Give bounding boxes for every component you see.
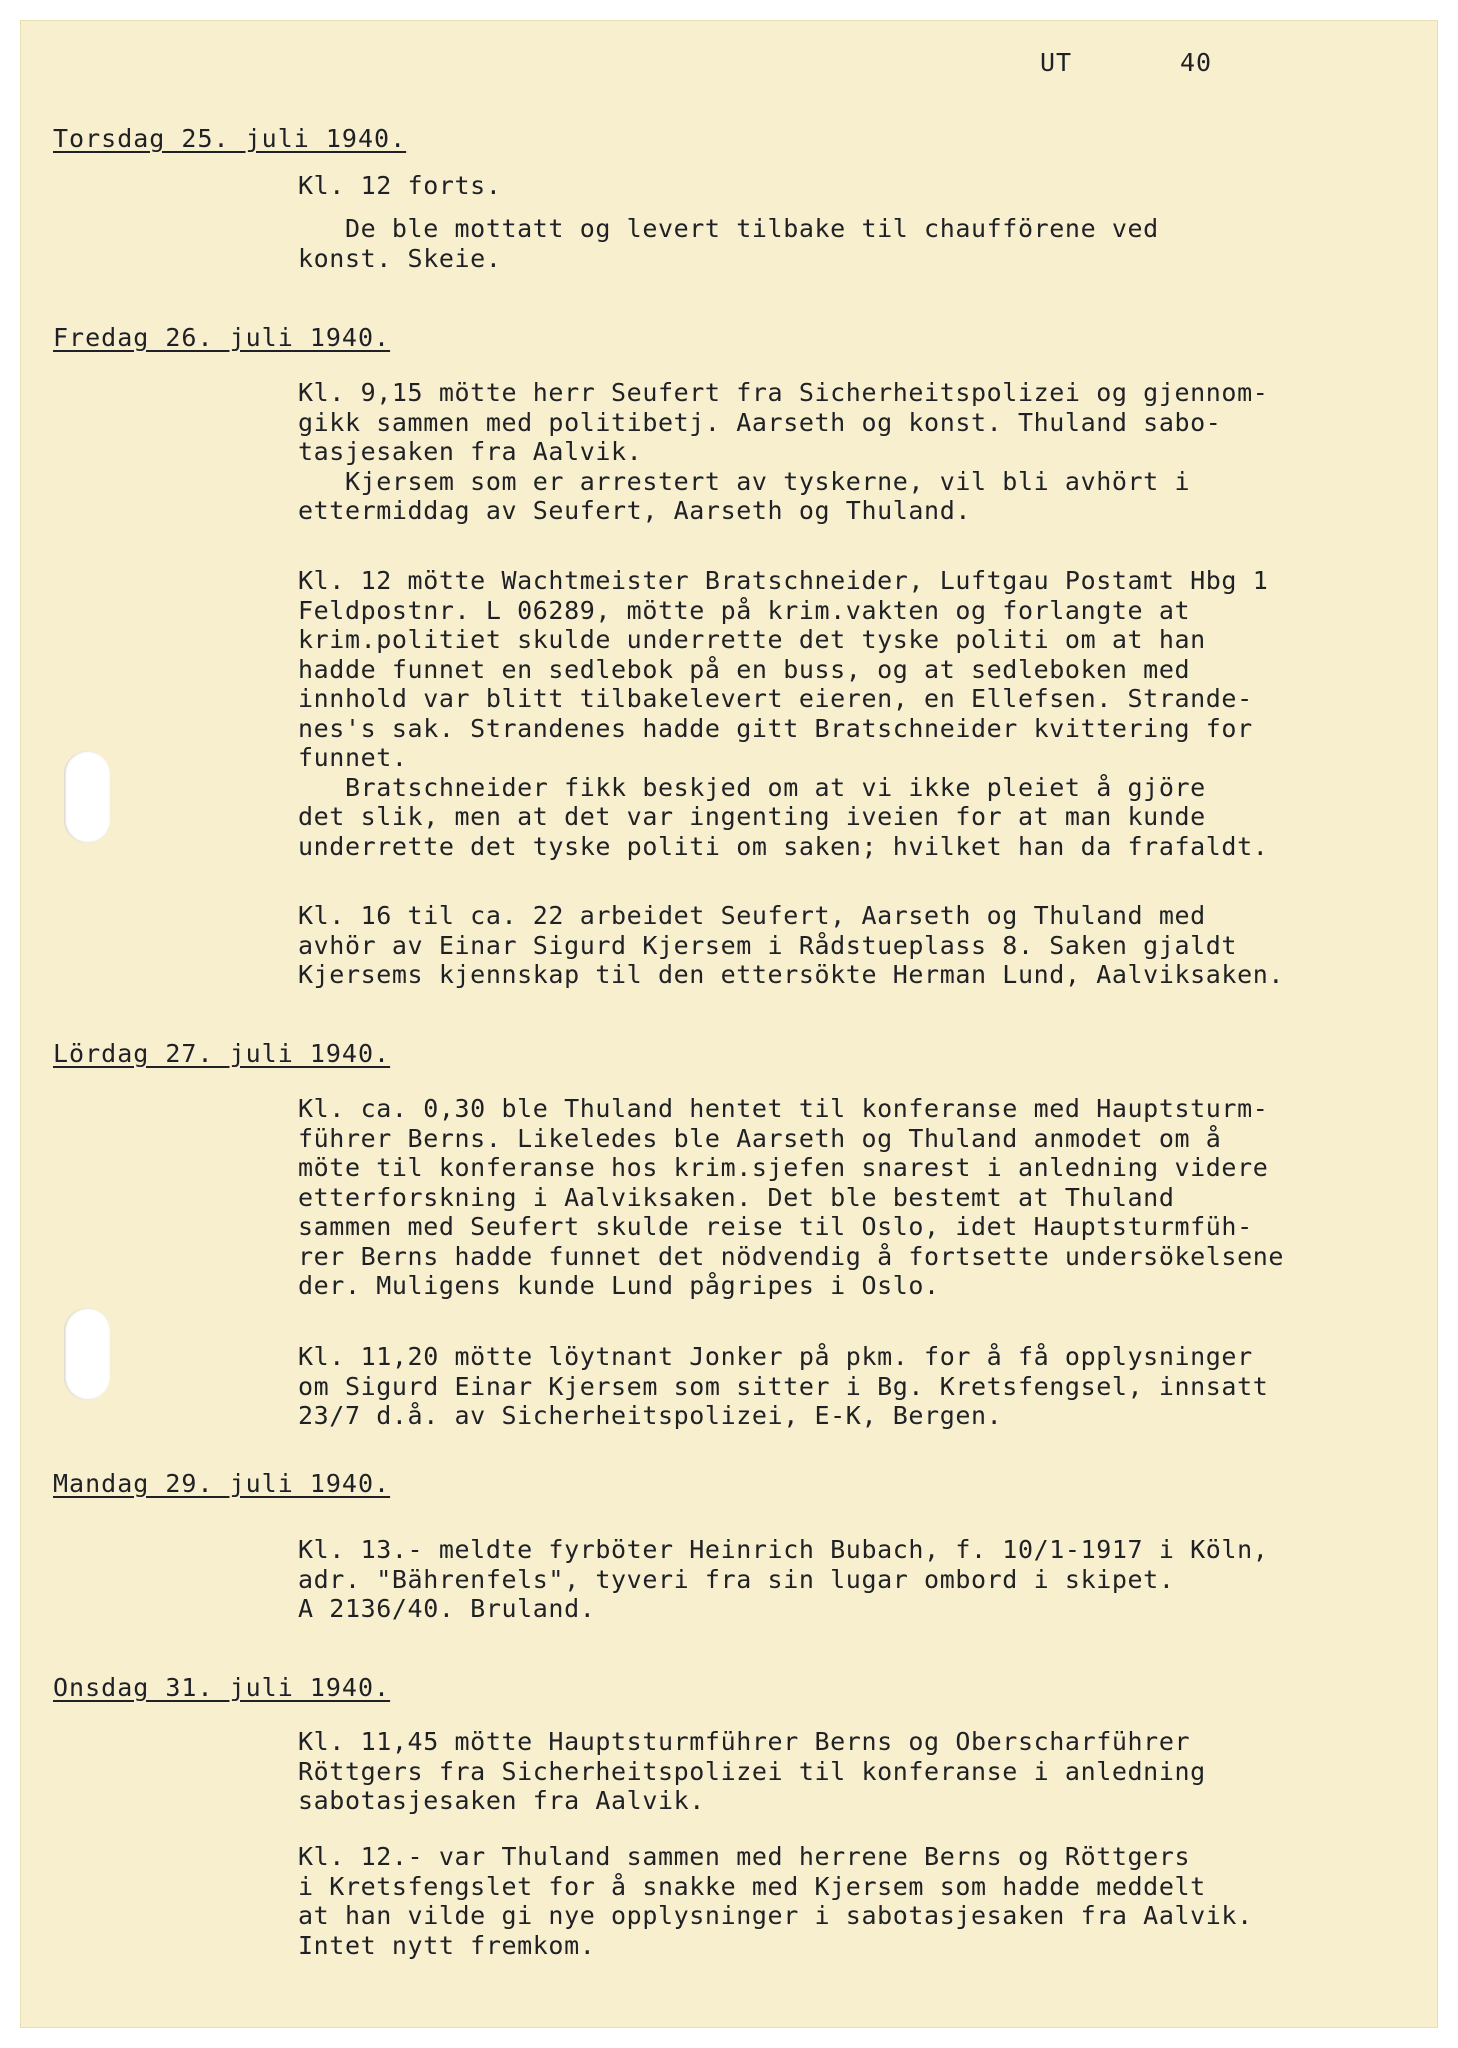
entry-paragraph: Kl. 12.- var Thuland sammen med herrene Berns og Röttgers i Kretsfengslet for å snakke med Kjersem som hadde meddelt at han vilde gi nye opplysninger i sabotasjesaken fra Aalvik. Intet nytt fremkom. bbox=[298, 1842, 1253, 1960]
entry-paragraph: Kl. 16 til ca. 22 arbeidet Seufert, Aarseth og Thuland med avhör av Einar Sigurd Kjersem i Rådstueplass 8. Saken gjaldt Kjersems kjennskap til den ettersökte Herman Lund, Aalviksaken. bbox=[298, 901, 1285, 989]
entry-paragraph: Kl. 12 forts. bbox=[298, 171, 502, 200]
entry-date: Fredag 26. juli 1940. bbox=[53, 323, 391, 352]
page-header bbox=[1040, 48, 1212, 77]
entry-paragraph: Kl. 13.- meldte fyrböter Heinrich Bubach, f. 10/1-1917 i Köln, adr. "Bährenfels", tyveri fra sin lugar ombord i skipet. A 2136/40. Bruland. bbox=[298, 1535, 1269, 1623]
entry-paragraph: Kl. 9,15 mötte herr Seufert fra Sicherheitspolizei og gjennom- gikk sammen med politibetj. Aarseth og konst. Thuland sabo- tasjesaken fra Aalvik. Kjersem som er arrestert av tyskerne, vil bli avhört i ettermiddag av Seufert, Aarseth og Thuland. bbox=[298, 378, 1269, 525]
punch-hole bbox=[64, 1308, 110, 1400]
section-mark: UT bbox=[1040, 48, 1073, 77]
entry-date: Mandag 29. juli 1940. bbox=[53, 1469, 391, 1498]
entry-date: Lördag 27. juli 1940. bbox=[53, 1039, 391, 1068]
entry-date: Torsdag 25. juli 1940. bbox=[53, 124, 407, 153]
entry-paragraph: Kl. 11,45 mötte Hauptsturmführer Berns og Oberscharführer Röttgers fra Sicherheitspolizei til konferanse i anledning sabotasjesaken fra Aalvik. bbox=[298, 1727, 1206, 1815]
entry-paragraph: Kl. 11,20 mötte löytnant Jonker på pkm. for å få opplysninger om Sigurd Einar Kjersem som sitter i Bg. Kretsfengsel, innsatt 23/7 d.å. av Sicherheitspolizei, E-K, Bergen. bbox=[298, 1342, 1269, 1430]
entry-paragraph: De ble mottatt og levert tilbake til chaufförene ved konst. Skeie. bbox=[298, 214, 1159, 273]
page-number: 40 bbox=[1180, 48, 1213, 77]
entry-date: Onsdag 31. juli 1940. bbox=[53, 1673, 391, 1702]
entry-paragraph: Kl. ca. 0,30 ble Thuland hentet til konferanse med Hauptsturm- führer Berns. Likeledes ble Aarseth og Thuland anmodet om å möte til konferanse hos krim.sjefen snarest i anledning videre etterforskning i Aalviksaken. Det ble bestemt at Thuland sammen med Seufert skulde reise til Oslo, idet Hauptsturmfüh- rer Berns hadde funnet det nödvendig å fortsette undersökelsene der. Muligens kunde Lund pågripes i Oslo. bbox=[298, 1094, 1285, 1300]
punch-hole bbox=[64, 751, 110, 843]
entry-paragraph: Kl. 12 mötte Wachtmeister Bratschneider, Luftgau Postamt Hbg 1 Feldpostnr. L 06289, mötte på krim.vakten og forlangte at krim.politiet skulde underrette det tyske politi om at han hadde funnet en sedlebok på en buss, og at sedleboken med innhold var blitt tilbakelevert eieren, en Ellefsen. Strande- nes's sak. Strandenes hadde gitt Bratschneider kvittering for funnet. Bratschneider fikk beskjed om at vi ikke pleiet å gjöre det slik, men at det var ingenting iveien for at man kunde underrette det tyske politi om saken; hvilket han da frafaldt. bbox=[298, 566, 1269, 861]
